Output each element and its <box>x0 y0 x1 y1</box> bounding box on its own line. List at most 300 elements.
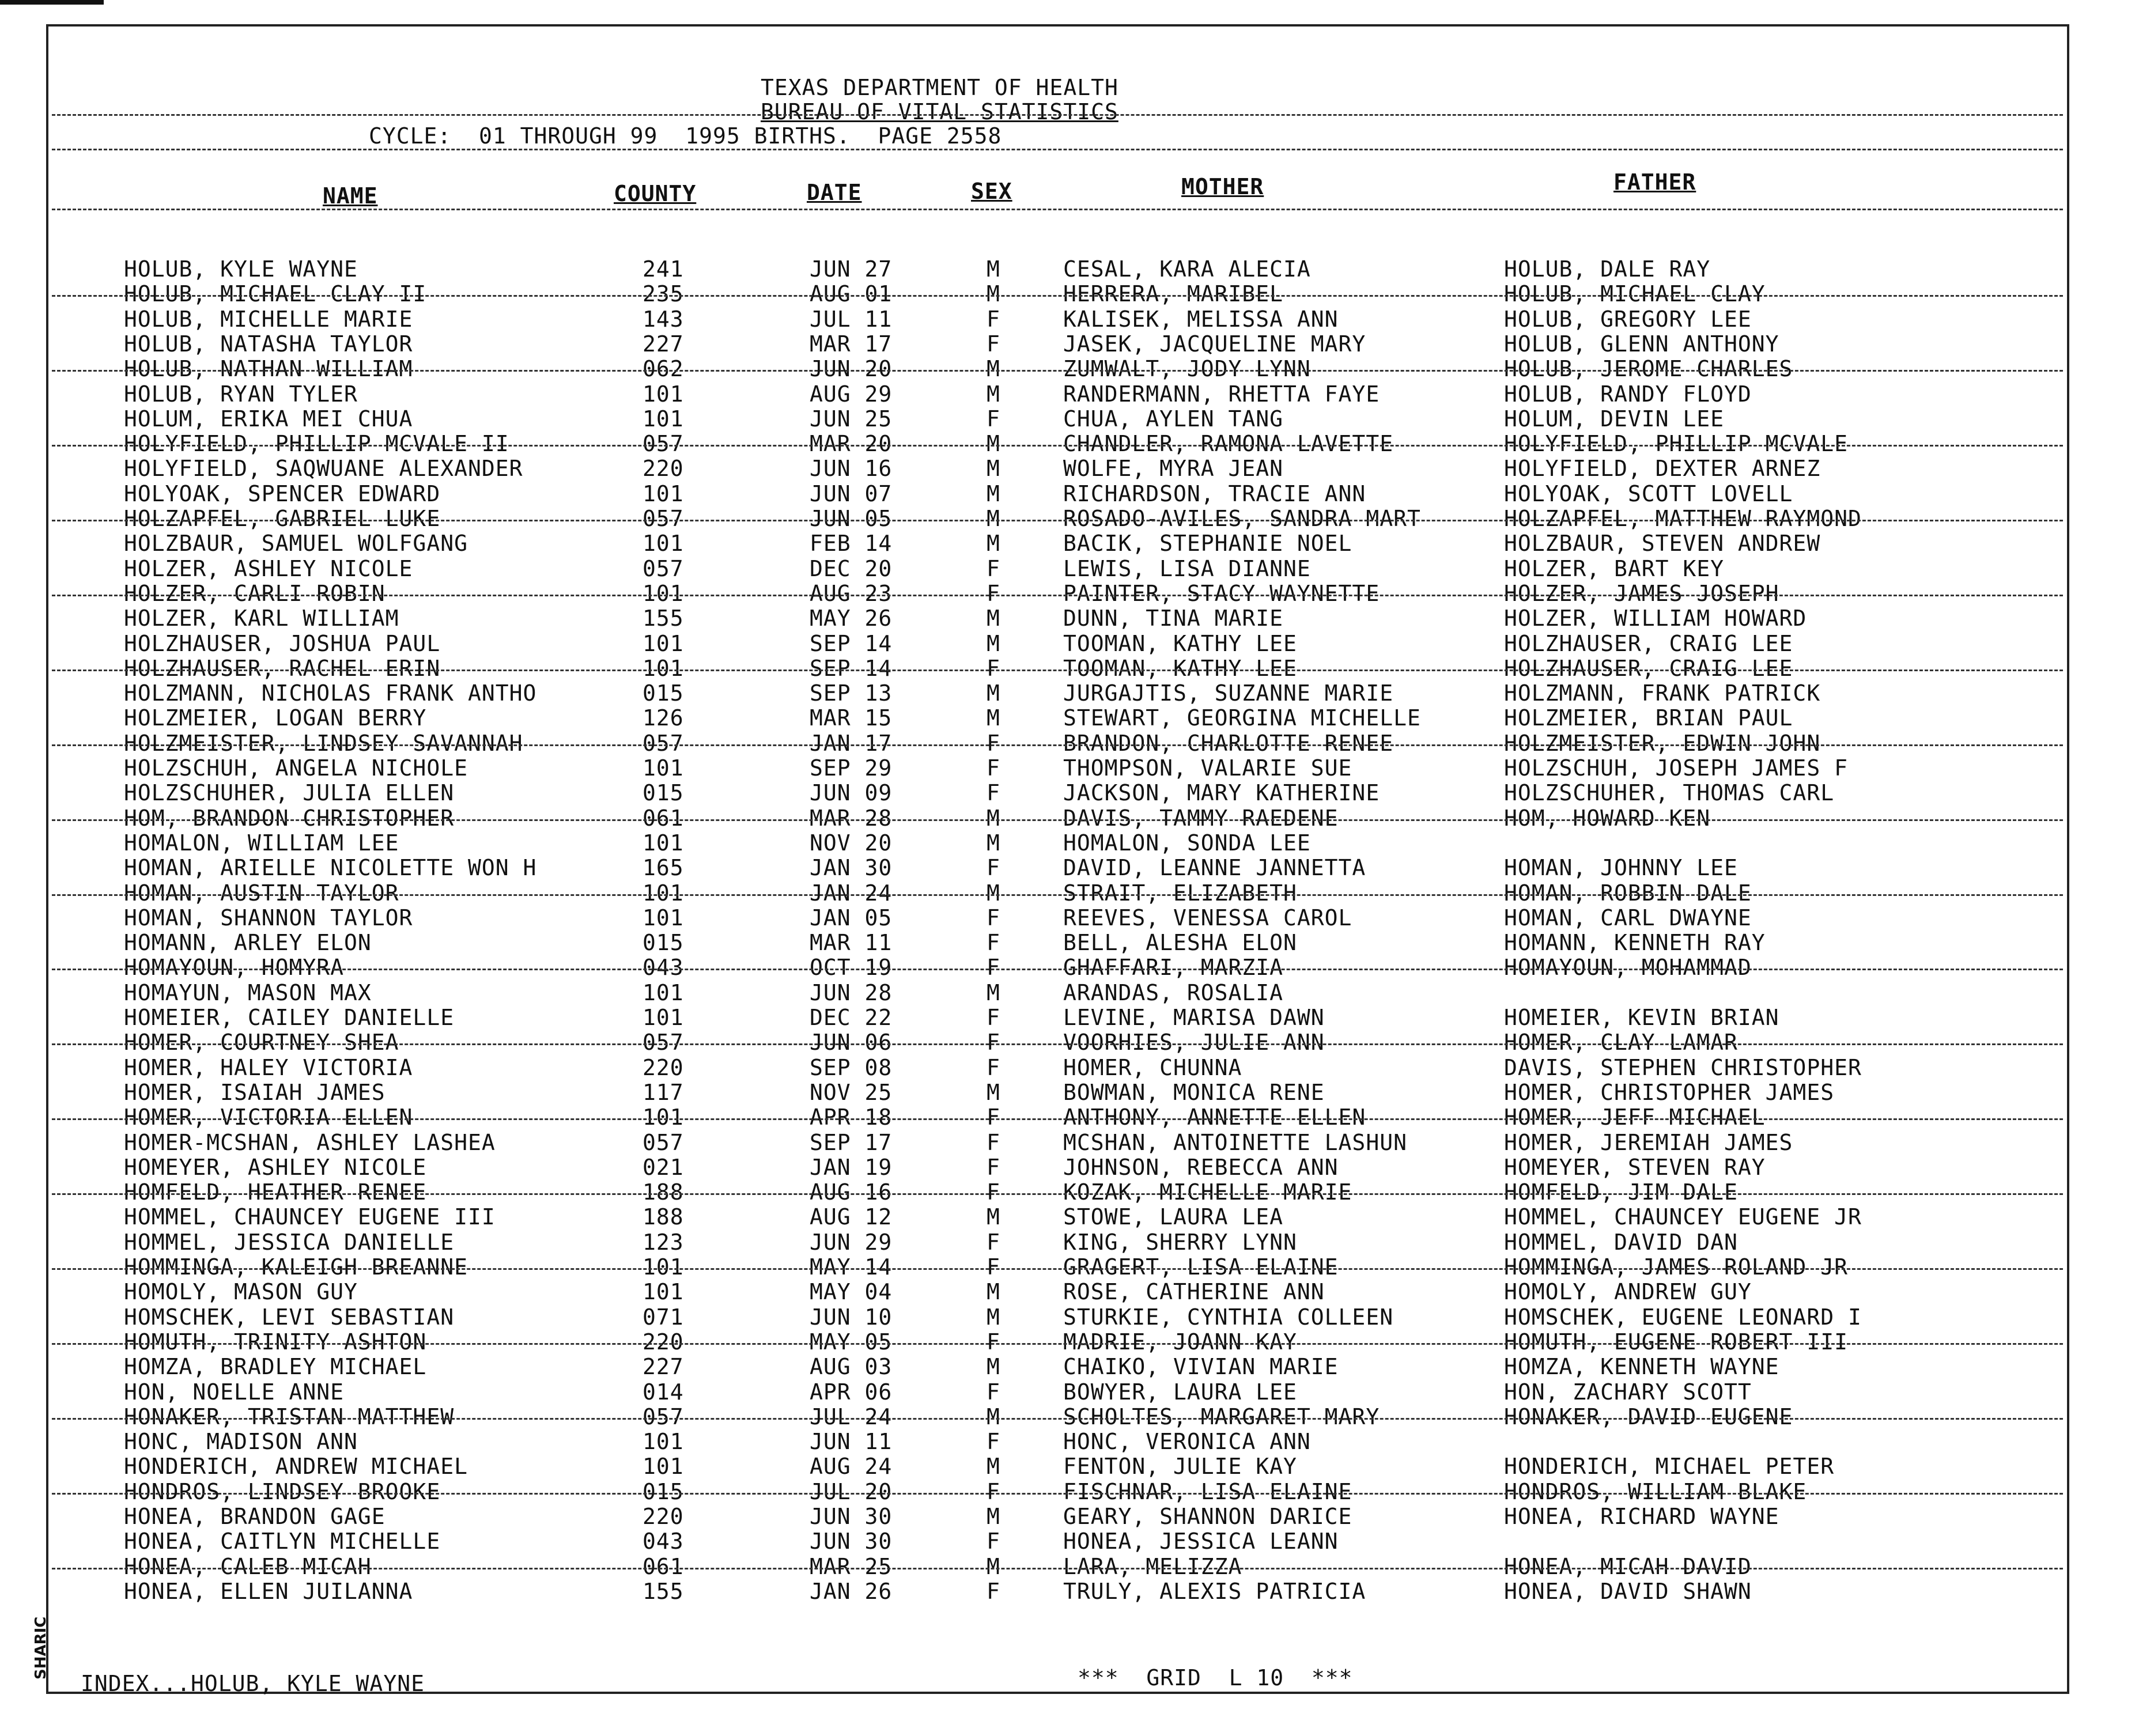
record-county: 188 <box>643 1179 684 1205</box>
row-rule <box>52 445 2063 447</box>
record-name: HOMZA, BRADLEY MICHAEL <box>124 1354 427 1380</box>
record-sex: F <box>987 855 1000 881</box>
record-name: HOMAYUN, MASON MAX <box>124 979 372 1005</box>
record-name: HOLUB, NATASHA TAYLOR <box>124 331 413 357</box>
record-name: HOLZER, CARLI ROBIN <box>124 580 386 606</box>
record-father: HOMER, JEREMIAH JAMES <box>1504 1129 1793 1155</box>
record-date: MAY 14 <box>810 1254 893 1280</box>
row-rule <box>52 370 2063 372</box>
record-name: HONEA, BRANDON GAGE <box>124 1504 386 1529</box>
record-county: 101 <box>643 755 684 781</box>
record-sex: M <box>987 1454 1000 1480</box>
record-mother: KOZAK, MICHELLE MARIE <box>1063 1179 1352 1205</box>
cycle-line: CYCLE: 01 THROUGH 99 1995 BIRTHS. PAGE 2558 <box>369 123 1002 149</box>
record-sex: M <box>987 830 1000 856</box>
grid-footer: *** GRID L 10 *** <box>1078 1665 1353 1690</box>
record-name: HOLZHAUSER, JOSHUA PAUL <box>124 630 441 656</box>
record-county: 015 <box>643 930 684 956</box>
record-county: 101 <box>643 1105 684 1130</box>
record-name: HONAKER, TRISTAN MATTHEW <box>124 1404 455 1429</box>
record-mother: JACKSON, MARY KATHERINE <box>1063 780 1380 806</box>
record-name: HOLUB, MICHAEL CLAY II <box>124 281 427 307</box>
column-header-date: DATE <box>807 180 862 205</box>
record-date: SEP 08 <box>810 1054 893 1080</box>
record-father: HONAKER, DAVID EUGENE <box>1504 1404 1793 1429</box>
row-rule <box>52 670 2063 671</box>
row-rule <box>52 1418 2063 1420</box>
record-name: HOMAN, ARIELLE NICOLETTE WON H <box>124 855 537 881</box>
record-county: 101 <box>643 1454 684 1480</box>
record-mother: KING, SHERRY LYNN <box>1063 1229 1297 1255</box>
record-mother: JASEK, JACQUELINE MARY <box>1063 331 1366 357</box>
record-mother: REEVES, VENESSA CAROL <box>1063 905 1352 931</box>
header-rule-bottom <box>52 209 2063 210</box>
record-date: MAR 17 <box>810 331 893 357</box>
record-date: DEC 22 <box>810 1005 893 1030</box>
record-mother: GRAGERT, LISA ELAINE <box>1063 1254 1339 1280</box>
record-father: HON, ZACHARY SCOTT <box>1504 1379 1752 1405</box>
record-date: OCT 19 <box>810 955 893 981</box>
record-county: 057 <box>643 431 684 457</box>
record-sex: F <box>987 1329 1000 1355</box>
record-county: 015 <box>643 1478 684 1504</box>
record-name: HOMMEL, JESSICA DANIELLE <box>124 1229 455 1255</box>
record-mother: CHUA, AYLEN TANG <box>1063 406 1284 432</box>
record-date: MAR 28 <box>810 805 893 831</box>
record-father: HOLZSCHUHER, THOMAS CARL <box>1504 780 1835 806</box>
record-date: FEB 14 <box>810 531 893 557</box>
record-county: 155 <box>643 606 684 631</box>
record-sex: M <box>987 506 1000 531</box>
record-mother: PAINTER, STACY WAYNETTE <box>1063 580 1380 606</box>
record-mother: DAVIS, TAMMY RAEDENE <box>1063 805 1339 831</box>
record-sex: M <box>987 805 1000 831</box>
record-county: 101 <box>643 1005 684 1030</box>
record-sex: M <box>987 1304 1000 1330</box>
record-date: AUG 29 <box>810 381 893 407</box>
record-date: JUL 11 <box>810 306 893 332</box>
row-rule <box>52 1268 2063 1270</box>
row-rule <box>52 1193 2063 1195</box>
record-mother: LEVINE, MARISA DAWN <box>1063 1005 1325 1030</box>
record-mother: TOOMAN, KATHY LEE <box>1063 630 1297 656</box>
record-date: JUN 10 <box>810 1304 893 1330</box>
row-rule <box>52 1343 2063 1345</box>
record-mother: STEWART, GEORGINA MICHELLE <box>1063 705 1421 731</box>
record-mother: GEARY, SHANNON DARICE <box>1063 1504 1352 1529</box>
record-sex: F <box>987 306 1000 332</box>
record-date: APR 18 <box>810 1105 893 1130</box>
agency-title: TEXAS DEPARTMENT OF HEALTH <box>761 75 1118 100</box>
record-date: JAN 30 <box>810 855 893 881</box>
record-county: 101 <box>643 1429 684 1455</box>
record-county: 143 <box>643 306 684 332</box>
record-county: 057 <box>643 1030 684 1056</box>
record-county: 220 <box>643 1504 684 1529</box>
record-mother: HONEA, JESSICA LEANN <box>1063 1529 1339 1555</box>
record-name: HOMANN, ARLEY ELON <box>124 930 372 956</box>
record-name: HOMUTH, TRINITY ASHTON <box>124 1329 427 1355</box>
record-name: HOMOLY, MASON GUY <box>124 1279 358 1305</box>
record-father: HOLUB, JEROME CHARLES <box>1504 356 1793 382</box>
record-sex: M <box>987 630 1000 656</box>
record-county: 101 <box>643 630 684 656</box>
record-father: HOLYOAK, SCOTT LOVELL <box>1504 481 1793 506</box>
record-name: HOMAN, AUSTIN TAYLOR <box>124 880 399 906</box>
record-sex: F <box>987 1179 1000 1205</box>
record-name: HOMSCHEK, LEVI SEBASTIAN <box>124 1304 455 1330</box>
record-father: HOLZHAUSER, CRAIG LEE <box>1504 630 1793 656</box>
record-date: JUN 30 <box>810 1529 893 1555</box>
record-sex: F <box>987 780 1000 806</box>
record-father: HOMER, CHRISTOPHER JAMES <box>1504 1079 1835 1105</box>
header-rule-mid <box>52 149 2063 150</box>
record-father: HOMOLY, ANDREW GUY <box>1504 1279 1752 1305</box>
record-name: HOMMEL, CHAUNCEY EUGENE III <box>124 1204 496 1230</box>
record-name: HOLUB, NATHAN WILLIAM <box>124 356 413 382</box>
record-mother: DUNN, TINA MARIE <box>1063 606 1284 631</box>
record-mother: STURKIE, CYNTHIA COLLEEN <box>1063 1304 1394 1330</box>
record-county: 188 <box>643 1204 684 1230</box>
record-sex: M <box>987 1553 1000 1579</box>
row-rule <box>52 1568 2063 1569</box>
record-father: HOLYFIELD, DEXTER ARNEZ <box>1504 456 1821 482</box>
record-county: 043 <box>643 955 684 981</box>
record-date: AUG 12 <box>810 1204 893 1230</box>
record-name: HONC, MADISON ANN <box>124 1429 358 1455</box>
record-county: 057 <box>643 506 684 531</box>
record-mother: FENTON, JULIE KAY <box>1063 1454 1297 1480</box>
record-name: HOLYOAK, SPENCER EDWARD <box>124 481 441 506</box>
record-date: JUN 20 <box>810 356 893 382</box>
record-date: AUG 24 <box>810 1454 893 1480</box>
record-father: HOMMEL, DAVID DAN <box>1504 1229 1738 1255</box>
record-father: HOMEYER, STEVEN RAY <box>1504 1154 1766 1180</box>
record-father: HOLUB, GREGORY LEE <box>1504 306 1752 332</box>
record-county: 220 <box>643 1054 684 1080</box>
record-sex: F <box>987 1578 1000 1604</box>
record-father: HOLUB, RANDY FLOYD <box>1504 381 1752 407</box>
record-mother: RANDERMANN, RHETTA FAYE <box>1063 381 1380 407</box>
record-name: HOLZMEISTER, LINDSEY SAVANNAH <box>124 730 523 756</box>
record-father: HOLUB, GLENN ANTHONY <box>1504 331 1779 357</box>
record-sex: M <box>987 1404 1000 1429</box>
record-name: HONDERICH, ANDREW MICHAEL <box>124 1454 468 1480</box>
record-father: HOLUM, DEVIN LEE <box>1504 406 1725 432</box>
record-name: HONEA, CALEB MICAH <box>124 1553 372 1579</box>
record-name: HOMEYER, ASHLEY NICOLE <box>124 1154 427 1180</box>
record-sex: F <box>987 580 1000 606</box>
record-sex: M <box>987 281 1000 307</box>
record-father: HOMER, CLAY LAMAR <box>1504 1030 1738 1056</box>
record-county: 101 <box>643 481 684 506</box>
record-mother: ARANDAS, ROSALIA <box>1063 979 1284 1005</box>
record-date: JAN 26 <box>810 1578 893 1604</box>
record-father: HOMAN, CARL DWAYNE <box>1504 905 1752 931</box>
record-sex: F <box>987 1254 1000 1280</box>
record-date: AUG 23 <box>810 580 893 606</box>
record-county: 227 <box>643 1354 684 1380</box>
header-rule-top <box>52 114 2063 116</box>
side-label: SHARIC <box>32 1616 50 1680</box>
record-sex: F <box>987 555 1000 581</box>
record-sex: M <box>987 1279 1000 1305</box>
record-date: JUN 07 <box>810 481 893 506</box>
record-date: JUL 20 <box>810 1478 893 1504</box>
record-date: AUG 16 <box>810 1179 893 1205</box>
record-date: JUN 29 <box>810 1229 893 1255</box>
record-father: HOMSCHEK, EUGENE LEONARD I <box>1504 1304 1862 1330</box>
record-date: JUN 06 <box>810 1030 893 1056</box>
record-name: HOMEIER, CAILEY DANIELLE <box>124 1005 455 1030</box>
record-mother: MCSHAN, ANTOINETTE LASHUN <box>1063 1129 1407 1155</box>
record-sex: F <box>987 955 1000 981</box>
record-sex: F <box>987 331 1000 357</box>
record-sex: F <box>987 730 1000 756</box>
record-sex: M <box>987 705 1000 731</box>
record-name: HOLZBAUR, SAMUEL WOLFGANG <box>124 531 468 557</box>
record-father: HOMZA, KENNETH WAYNE <box>1504 1354 1779 1380</box>
record-date: MAR 25 <box>810 1553 893 1579</box>
record-county: 062 <box>643 356 684 382</box>
record-name: HOLZHAUSER, RACHEL ERIN <box>124 655 441 681</box>
record-date: JUN 28 <box>810 979 893 1005</box>
record-sex: F <box>987 1379 1000 1405</box>
row-rule <box>52 894 2063 896</box>
record-name: HOLZAPFEL, GABRIEL LUKE <box>124 506 441 531</box>
record-father: HONDROS, WILLIAM BLAKE <box>1504 1478 1807 1504</box>
record-mother: JURGAJTIS, SUZANNE MARIE <box>1063 680 1394 706</box>
record-sex: F <box>987 1030 1000 1056</box>
record-county: 227 <box>643 331 684 357</box>
row-rule <box>52 520 2063 521</box>
record-county: 101 <box>643 905 684 931</box>
record-date: JUN 05 <box>810 506 893 531</box>
record-sex: F <box>987 1005 1000 1030</box>
record-sex: M <box>987 381 1000 407</box>
record-mother: HOMALON, SONDA LEE <box>1063 830 1311 856</box>
record-name: HOMER, COURTNEY SHEA <box>124 1030 399 1056</box>
record-mother: BACIK, STEPHANIE NOEL <box>1063 531 1352 557</box>
record-sex: M <box>987 880 1000 906</box>
record-name: HOMER, VICTORIA ELLEN <box>124 1105 413 1130</box>
record-county: 015 <box>643 780 684 806</box>
record-date: SEP 14 <box>810 655 893 681</box>
record-county: 021 <box>643 1154 684 1180</box>
record-mother: ROSADO-AVILES, SANDRA MART <box>1063 506 1421 531</box>
record-father: DAVIS, STEPHEN CHRISTOPHER <box>1504 1054 1862 1080</box>
record-name: HOM, BRANDON CHRISTOPHER <box>124 805 455 831</box>
record-father: HOMMEL, CHAUNCEY EUGENE JR <box>1504 1204 1862 1230</box>
record-sex: M <box>987 256 1000 282</box>
record-sex: M <box>987 1354 1000 1380</box>
record-county: 101 <box>643 381 684 407</box>
record-county: 155 <box>643 1578 684 1604</box>
record-mother: HOMER, CHUNNA <box>1063 1054 1242 1080</box>
record-mother: RICHARDSON, TRACIE ANN <box>1063 481 1366 506</box>
record-father: HOMUTH, EUGENE ROBERT III <box>1504 1329 1848 1355</box>
record-father: HOM, HOWARD KEN <box>1504 805 1711 831</box>
record-mother: MADRIE, JOANN KAY <box>1063 1329 1297 1355</box>
row-rule <box>52 1043 2063 1045</box>
record-mother: WOLFE, MYRA JEAN <box>1063 456 1284 482</box>
record-sex: F <box>987 655 1000 681</box>
record-county: 117 <box>643 1079 684 1105</box>
record-sex: F <box>987 1154 1000 1180</box>
record-father: HOLZER, BART KEY <box>1504 555 1725 581</box>
record-county: 101 <box>643 979 684 1005</box>
record-mother: CHANDLER, RAMONA LAVETTE <box>1063 431 1394 457</box>
record-sex: F <box>987 930 1000 956</box>
record-county: 165 <box>643 855 684 881</box>
index-footer: INDEX...HOLUB, KYLE WAYNE <box>81 1671 425 1696</box>
record-name: HOLYFIELD, PHILLIP MCVALE II <box>124 431 509 457</box>
row-rule <box>52 295 2063 297</box>
record-county: 014 <box>643 1379 684 1405</box>
record-county: 126 <box>643 705 684 731</box>
record-father: HOMAN, JOHNNY LEE <box>1504 855 1738 881</box>
record-name: HOMAN, SHANNON TAYLOR <box>124 905 413 931</box>
record-county: 101 <box>643 531 684 557</box>
record-mother: HERRERA, MARIBEL <box>1063 281 1284 307</box>
record-mother: TOOMAN, KATHY LEE <box>1063 655 1297 681</box>
record-date: AUG 01 <box>810 281 893 307</box>
record-county: 071 <box>643 1304 684 1330</box>
record-father: HONEA, RICHARD WAYNE <box>1504 1504 1779 1529</box>
record-mother: BRANDON, CHARLOTTE RENEE <box>1063 730 1394 756</box>
record-father: HOLZMEISTER, EDWIN JOHN <box>1504 730 1821 756</box>
record-date: JAN 05 <box>810 905 893 931</box>
corner-mark <box>0 0 104 5</box>
record-mother: GHAFFARI, MARZIA <box>1063 955 1284 981</box>
bureau-title: BUREAU OF VITAL STATISTICS <box>761 99 1118 124</box>
record-sex: F <box>987 755 1000 781</box>
record-mother: FISCHNAR, LISA ELAINE <box>1063 1478 1352 1504</box>
record-county: 101 <box>643 580 684 606</box>
record-county: 057 <box>643 1129 684 1155</box>
record-father: HOLZSCHUH, JOSEPH JAMES F <box>1504 755 1848 781</box>
record-date: NOV 20 <box>810 830 893 856</box>
record-county: 235 <box>643 281 684 307</box>
row-rule <box>52 819 2063 821</box>
record-date: MAR 20 <box>810 431 893 457</box>
column-header-sex: SEX <box>971 179 1012 204</box>
record-name: HOMALON, WILLIAM LEE <box>124 830 399 856</box>
record-county: 101 <box>643 655 684 681</box>
record-name: HONDROS, LINDSEY BROOKE <box>124 1478 441 1504</box>
record-date: SEP 29 <box>810 755 893 781</box>
record-date: MAR 15 <box>810 705 893 731</box>
record-name: HOMER-MCSHAN, ASHLEY LASHEA <box>124 1129 496 1155</box>
record-father: HOMMINGA, JAMES ROLAND JR <box>1504 1254 1848 1280</box>
record-name: HOMER, HALEY VICTORIA <box>124 1054 413 1080</box>
record-county: 101 <box>643 406 684 432</box>
record-father: HOLUB, MICHAEL CLAY <box>1504 281 1766 307</box>
column-header-name: NAME <box>323 183 378 209</box>
record-father: HOLZHAUSER, CRAIG LEE <box>1504 655 1793 681</box>
row-rule <box>52 1493 2063 1495</box>
record-sex: F <box>987 1429 1000 1455</box>
record-mother: LEWIS, LISA DIANNE <box>1063 555 1311 581</box>
record-date: SEP 17 <box>810 1129 893 1155</box>
record-father: HONEA, DAVID SHAWN <box>1504 1578 1752 1604</box>
record-sex: M <box>987 356 1000 382</box>
column-header-mother: MOTHER <box>1181 174 1264 199</box>
record-name: HOMAYOUN, HOMYRA <box>124 955 345 981</box>
record-mother: VOORHIES, JULIE ANN <box>1063 1030 1325 1056</box>
record-mother: SCHOLTES, MARGARET MARY <box>1063 1404 1380 1429</box>
record-date: JAN 24 <box>810 880 893 906</box>
record-mother: STRAIT, ELIZABETH <box>1063 880 1297 906</box>
record-name: HOLUB, KYLE WAYNE <box>124 256 358 282</box>
record-county: 101 <box>643 880 684 906</box>
record-sex: M <box>987 1079 1000 1105</box>
column-header-county: COUNTY <box>614 181 697 206</box>
record-date: JUN 09 <box>810 780 893 806</box>
record-county: 101 <box>643 1254 684 1280</box>
record-father: HONDERICH, MICHAEL PETER <box>1504 1454 1835 1480</box>
record-date: JUN 27 <box>810 256 893 282</box>
record-father: HONEA, MICAH DAVID <box>1504 1553 1752 1579</box>
record-mother: LARA, MELIZZA <box>1063 1553 1242 1579</box>
record-county: 101 <box>643 830 684 856</box>
record-name: HON, NOELLE ANNE <box>124 1379 345 1405</box>
record-county: 241 <box>643 256 684 282</box>
record-date: SEP 14 <box>810 630 893 656</box>
record-name: HOLUB, RYAN TYLER <box>124 381 358 407</box>
record-name: HOLZER, KARL WILLIAM <box>124 606 399 631</box>
record-mother: JOHNSON, REBECCA ANN <box>1063 1154 1339 1180</box>
record-county: 123 <box>643 1229 684 1255</box>
record-sex: F <box>987 1229 1000 1255</box>
record-county: 043 <box>643 1529 684 1555</box>
record-county: 015 <box>643 680 684 706</box>
record-sex: M <box>987 531 1000 557</box>
column-header-father: FATHER <box>1613 169 1696 195</box>
row-rule <box>52 1118 2063 1120</box>
record-sex: F <box>987 1529 1000 1555</box>
record-sex: M <box>987 1504 1000 1529</box>
record-date: JAN 19 <box>810 1154 893 1180</box>
record-mother: BOWYER, LAURA LEE <box>1063 1379 1297 1405</box>
record-county: 061 <box>643 1553 684 1579</box>
record-mother: ANTHONY, ANNETTE ELLEN <box>1063 1105 1366 1130</box>
record-date: NOV 25 <box>810 1079 893 1105</box>
record-date: JAN 17 <box>810 730 893 756</box>
record-date: MAR 11 <box>810 930 893 956</box>
record-sex: M <box>987 680 1000 706</box>
record-county: 057 <box>643 1404 684 1429</box>
row-rule <box>52 969 2063 970</box>
record-date: APR 06 <box>810 1379 893 1405</box>
record-sex: M <box>987 456 1000 482</box>
record-father: HOLZMEIER, BRIAN PAUL <box>1504 705 1793 731</box>
row-rule <box>52 744 2063 746</box>
record-name: HOMFELD, HEATHER RENEE <box>124 1179 427 1205</box>
record-father: HOMAN, ROBBIN DALE <box>1504 880 1752 906</box>
record-name: HOLZER, ASHLEY NICOLE <box>124 555 413 581</box>
record-father: HOMEIER, KEVIN BRIAN <box>1504 1005 1779 1030</box>
record-name: HOMER, ISAIAH JAMES <box>124 1079 386 1105</box>
record-date: JUN 30 <box>810 1504 893 1529</box>
record-mother: CHAIKO, VIVIAN MARIE <box>1063 1354 1339 1380</box>
record-date: MAY 04 <box>810 1279 893 1305</box>
record-name: HONEA, CAITLYN MICHELLE <box>124 1529 441 1555</box>
record-date: JUN 25 <box>810 406 893 432</box>
record-county: 061 <box>643 805 684 831</box>
record-sex: F <box>987 1129 1000 1155</box>
record-mother: HONC, VERONICA ANN <box>1063 1429 1311 1455</box>
